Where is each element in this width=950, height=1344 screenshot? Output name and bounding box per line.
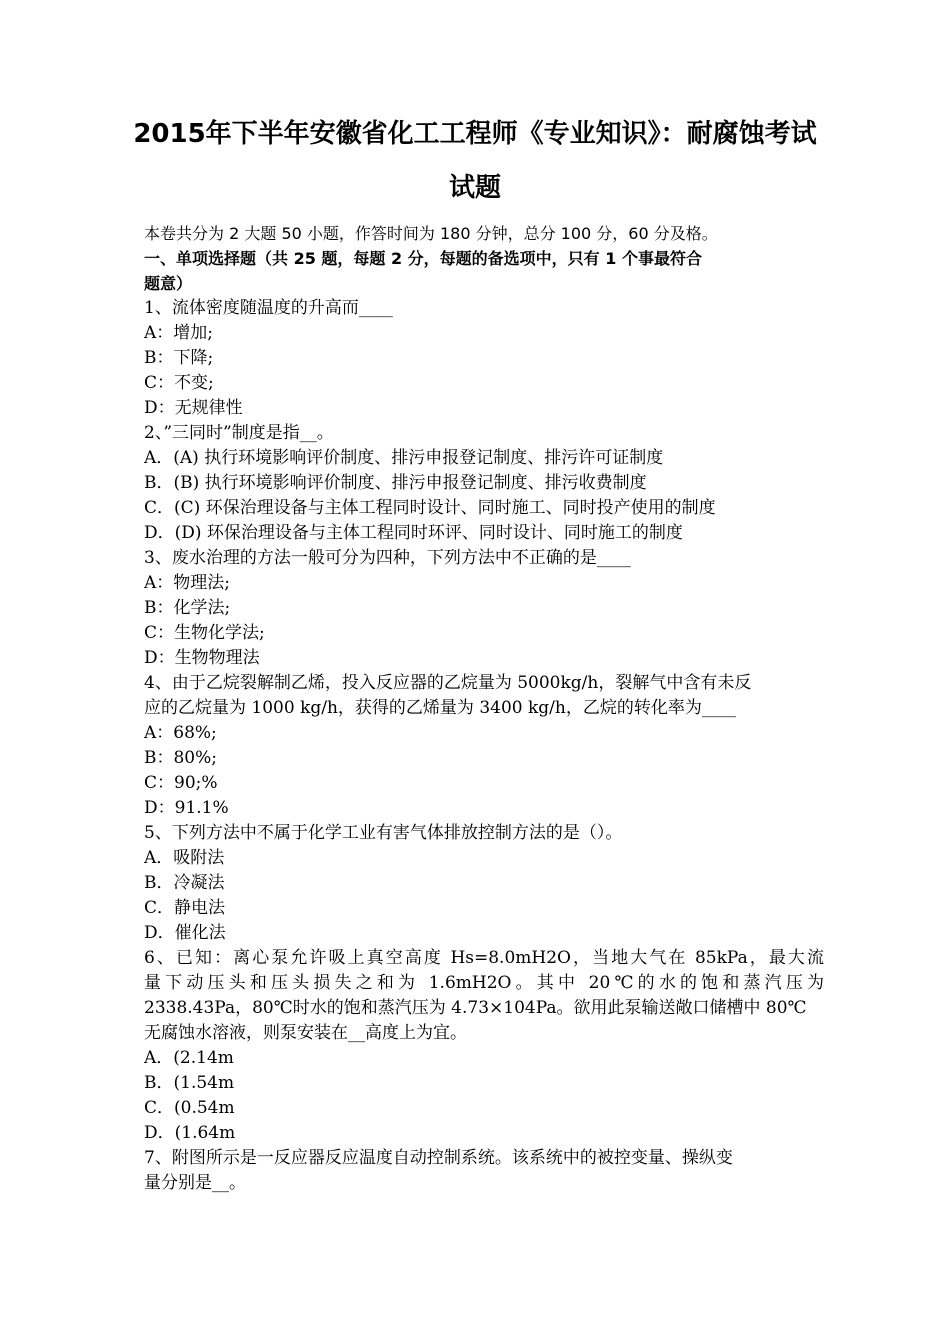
answer-option-b: B：下降; [144, 348, 214, 368]
question-2 [144, 421, 824, 546]
question-6 [144, 946, 824, 1146]
question-4 [144, 671, 824, 821]
question-stem-line-2: 应的乙烷量为 1000 kg/h，获得的乙烯量为 3400 kg/h，乙烷的转化率为____ [144, 698, 736, 718]
answer-option-b: B．(B) 执行环境影响评价制度、排污申报登记制度、排污收费制度 [144, 473, 647, 493]
answer-option-d: D：无规律性 [144, 398, 243, 418]
answer-option-d: D：生物物理法 [144, 648, 260, 668]
answer-option-d: D：91.1% [144, 798, 229, 818]
answer-option-a: A．吸附法 [144, 848, 225, 868]
exam-intro: 本卷共分为 2 大题 50 小题，作答时间为 180 分钟，总分 100 分，60 分及格。 [144, 224, 718, 243]
question-stem: 3、废水治理的方法一般可分为四种，下列方法中不正确的是____ [144, 548, 631, 568]
question-stem-line-2: 量下动压头和压头损失之和为 1.6mH2O。其中 20℃的水的饱和蒸汽压为 [144, 973, 824, 993]
answer-option-a: A：增加; [144, 323, 214, 343]
question-stem-line-1: 7、附图所示是一反应器反应温度自动控制系统。该系统中的被控变量、操纵变 [144, 1148, 733, 1168]
answer-option-b: B．冷凝法 [144, 873, 225, 893]
question-stem: 1、流体密度随温度的升高而____ [144, 298, 393, 318]
answer-option-c: C：90;% [144, 773, 218, 793]
question-1 [144, 296, 824, 421]
question-stem-line-4: 无腐蚀水溶液，则泵安装在__高度上为宜。 [144, 1023, 467, 1043]
document-title-line-2: 试题 [448, 173, 501, 203]
answer-option-d: D．(D) 环保治理设备与主体工程同时环评、同时设计、同时施工的制度 [144, 523, 683, 543]
question-stem-line-1: 4、由于乙烷裂解制乙烯，投入反应器的乙烷量为 5000kg/h，裂解气中含有未反 [144, 673, 752, 693]
question-5 [144, 821, 824, 946]
question-stem-line-1: 6、已知：离心泵允许吸上真空高度 Hs=8.0mH2O，当地大气在 85kPa，最大流 [144, 948, 824, 968]
section-heading-line-2: 题意） [144, 274, 193, 293]
answer-option-a: A：物理法; [144, 573, 231, 593]
question-stem: 2、”三同时”制度是指__。 [144, 423, 334, 443]
question-3 [144, 546, 824, 671]
answer-option-a: A：68%; [144, 723, 217, 743]
answer-option-c: C：不变; [144, 373, 214, 393]
question-7 [144, 1146, 824, 1196]
section-heading-line-1: 一、单项选择题（共 25 题，每题 2 分，每题的备选项中，只有 1 个事最符合 [144, 249, 702, 268]
question-stem-line-3: 2338.43Pa，80℃时水的饱和蒸汽压为 4.73×104Pa。欲用此泵输送敞口储槽中 80℃ [144, 998, 807, 1018]
answer-option-c: C．(C) 环保治理设备与主体工程同时设计、同时施工、同时投产使用的制度 [144, 498, 716, 518]
document-title-line-1: 2015年下半年安徽省化工工程师《专业知识》：耐腐蚀考试 [133, 119, 817, 149]
answer-option-c: C．静电法 [144, 898, 226, 918]
answer-option-a: A．(2.14m [144, 1048, 234, 1068]
question-stem: 5、下列方法中不属于化学工业有害气体排放控制方法的是（）。 [144, 823, 623, 843]
document-body [144, 221, 824, 1196]
answer-option-b: B：80%; [144, 748, 218, 768]
answer-option-b: B：化学法; [144, 598, 231, 618]
answer-option-d: D．(1.64m [144, 1123, 236, 1143]
answer-option-d: D．催化法 [144, 923, 226, 943]
answer-option-a: A．(A) 执行环境影响评价制度、排污申报登记制度、排污许可证制度 [144, 448, 664, 468]
answer-option-b: B．(1.54m [144, 1073, 235, 1093]
question-stem-line-2: 量分别是__。 [144, 1173, 246, 1193]
answer-option-c: C：生物化学法; [144, 623, 265, 643]
answer-option-c: C．(0.54m [144, 1098, 235, 1118]
